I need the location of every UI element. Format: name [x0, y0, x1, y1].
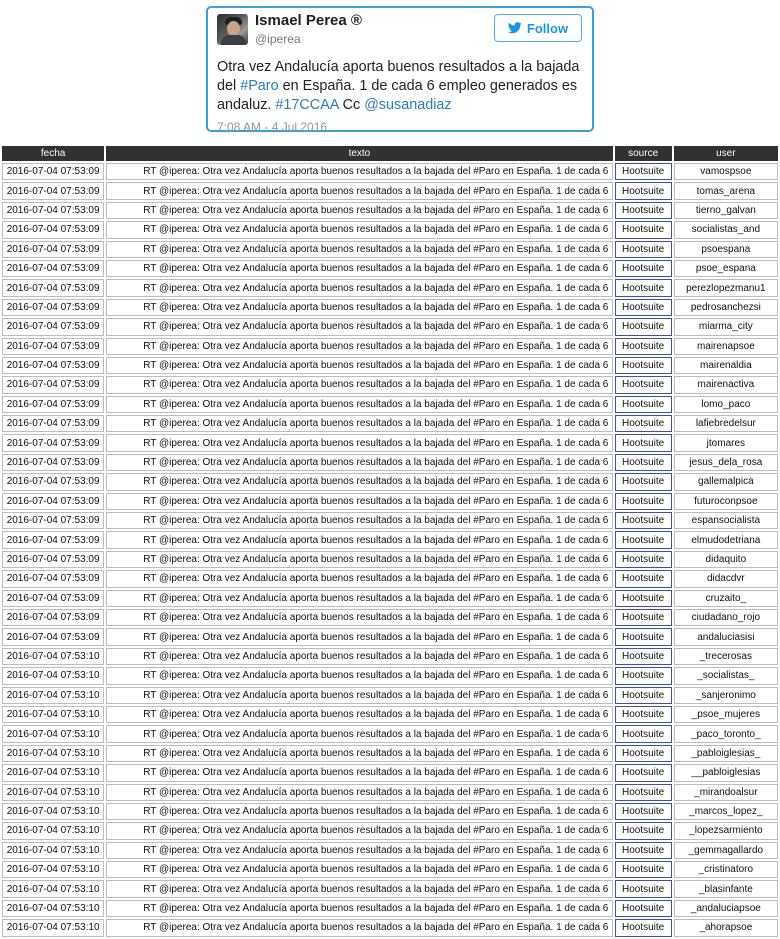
table-row: [2, 299, 778, 316]
cell-fecha: 2016-07-04 07:53:09: [2, 551, 104, 568]
tweet-timestamp[interactable]: 7:08 AM - 4 Jul 2016: [217, 120, 328, 134]
cell-texto: RT @iperea: Otra vez Andalucía aporta buenos resultados a la bajada del #Paro en España. 1 de cada 6: [106, 745, 612, 762]
table-row: [2, 822, 778, 839]
cell-source: Hootsuite: [615, 570, 672, 587]
cell-texto: RT @iperea: Otra vez Andalucía aporta buenos resultados a la bajada del #Paro en España. 1 de cada 6: [106, 551, 612, 568]
table-row: [2, 241, 778, 258]
cell-fecha: 2016-07-04 07:53:09: [2, 609, 104, 626]
table-row: [2, 531, 778, 548]
cell-texto: RT @iperea: Otra vez Andalucía aporta buenos resultados a la bajada del #Paro en España. 1 de cada 6: [106, 570, 612, 587]
cell-texto: RT @iperea: Otra vez Andalucía aporta buenos resultados a la bajada del #Paro en España. 1 de cada 6: [106, 357, 612, 374]
cell-fecha: 2016-07-04 07:53:09: [2, 318, 104, 335]
embedded-tweet-card: [206, 6, 594, 132]
cell-source: Hootsuite: [615, 493, 672, 510]
cell-source: Hootsuite: [615, 745, 672, 762]
table-row: [2, 609, 778, 626]
cell-user: _lopezsarmiento: [674, 822, 778, 839]
cell-user: _mirandoalsur: [674, 784, 778, 801]
follow-button-label: Follow: [526, 20, 569, 36]
cell-texto: RT @iperea: Otra vez Andalucía aporta buenos resultados a la bajada del #Paro en España. 1 de cada 6: [106, 396, 612, 413]
cell-fecha: 2016-07-04 07:53:09: [2, 396, 104, 413]
follow-button[interactable]: [494, 14, 582, 42]
cell-texto: RT @iperea: Otra vez Andalucía aporta buenos resultados a la bajada del #Paro en España. 1 de cada 6: [106, 880, 612, 897]
cell-fecha: 2016-07-04 07:53:09: [2, 570, 104, 587]
table-row: [2, 570, 778, 587]
cell-texto: RT @iperea: Otra vez Andalucía aporta buenos resultados a la bajada del #Paro en España. 1 de cada 6: [106, 900, 612, 917]
cell-texto: RT @iperea: Otra vez Andalucía aporta buenos resultados a la bajada del #Paro en España. 1 de cada 6: [106, 803, 612, 820]
cell-fecha: 2016-07-04 07:53:10: [2, 842, 104, 859]
cell-user: tierno_galvan: [674, 202, 778, 219]
cell-fecha: 2016-07-04 07:53:10: [2, 919, 104, 936]
cell-source: Hootsuite: [615, 396, 672, 413]
cell-fecha: 2016-07-04 07:53:10: [2, 725, 104, 742]
table-row: [2, 628, 778, 645]
cell-fecha: 2016-07-04 07:53:09: [2, 493, 104, 510]
cell-source: Hootsuite: [615, 764, 672, 781]
cell-user: mairenapsoe: [674, 338, 778, 355]
avatar[interactable]: [217, 14, 248, 45]
cell-source: Hootsuite: [615, 434, 672, 451]
cell-texto: RT @iperea: Otra vez Andalucía aporta buenos resultados a la bajada del #Paro en España. 1 de cada 6: [106, 338, 612, 355]
cell-source: Hootsuite: [615, 803, 672, 820]
cell-user: tomas_arena: [674, 182, 778, 199]
cell-source: Hootsuite: [615, 551, 672, 568]
cell-texto: RT @iperea: Otra vez Andalucía aporta buenos resultados a la bajada del #Paro en España. 1 de cada 6: [106, 221, 612, 238]
cell-texto: RT @iperea: Otra vez Andalucía aporta buenos resultados a la bajada del #Paro en España. 1 de cada 6: [106, 182, 612, 199]
table-row: [2, 434, 778, 451]
cell-user: andaluciasisi: [674, 628, 778, 645]
cell-fecha: 2016-07-04 07:53:09: [2, 260, 104, 277]
cell-texto: RT @iperea: Otra vez Andalucía aporta buenos resultados a la bajada del #Paro en España. 1 de cada 6: [106, 318, 612, 335]
cell-fecha: 2016-07-04 07:53:09: [2, 182, 104, 199]
cell-texto: RT @iperea: Otra vez Andalucía aporta buenos resultados a la bajada del #Paro en España. 1 de cada 6: [106, 861, 612, 878]
cell-texto: RT @iperea: Otra vez Andalucía aporta buenos resultados a la bajada del #Paro en España. 1 de cada 6: [106, 822, 612, 839]
cell-texto: RT @iperea: Otra vez Andalucía aporta buenos resultados a la bajada del #Paro en España. 1 de cada 6: [106, 919, 612, 936]
cell-user: mairenaldia: [674, 357, 778, 374]
cell-fecha: 2016-07-04 07:53:10: [2, 745, 104, 762]
cell-source: Hootsuite: [615, 241, 672, 258]
cell-user: _pabloiglesias_: [674, 745, 778, 762]
cell-user: didacdvr: [674, 570, 778, 587]
cell-texto: RT @iperea: Otra vez Andalucía aporta buenos resultados a la bajada del #Paro en España. 1 de cada 6: [106, 241, 612, 258]
cell-source: Hootsuite: [615, 784, 672, 801]
cell-fecha: 2016-07-04 07:53:10: [2, 861, 104, 878]
cell-source: Hootsuite: [615, 687, 672, 704]
cell-user: lomo_paco: [674, 396, 778, 413]
cell-fecha: 2016-07-04 07:53:09: [2, 512, 104, 529]
cell-texto: RT @iperea: Otra vez Andalucía aporta buenos resultados a la bajada del #Paro en España. 1 de cada 6: [106, 628, 612, 645]
cell-fecha: 2016-07-04 07:53:10: [2, 667, 104, 684]
cell-source: Hootsuite: [615, 376, 672, 393]
cell-user: cruzaito_: [674, 590, 778, 607]
cell-source: Hootsuite: [615, 454, 672, 471]
table-row: [2, 163, 778, 180]
cell-user: pedrosanchezsi: [674, 299, 778, 316]
table-row: [2, 512, 778, 529]
tweet-text-part: en España. 1 de cada 6 empleo generados es andaluz.: [217, 78, 578, 113]
cell-fecha: 2016-07-04 07:53:09: [2, 628, 104, 645]
table-row: [2, 376, 778, 393]
cell-texto: RT @iperea: Otra vez Andalucía aporta buenos resultados a la bajada del #Paro en España. 1 de cada 6: [106, 842, 612, 859]
cell-texto: RT @iperea: Otra vez Andalucía aporta buenos resultados a la bajada del #Paro en España. 1 de cada 6: [106, 260, 612, 277]
table-row: [2, 279, 778, 296]
table-header-row: [2, 146, 778, 161]
cell-user: perezlopezmanu1: [674, 279, 778, 296]
cell-source: Hootsuite: [615, 473, 672, 490]
table-row: [2, 803, 778, 820]
mention-link[interactable]: @susanadiaz: [364, 97, 452, 113]
cell-fecha: 2016-07-04 07:53:10: [2, 822, 104, 839]
table-row: [2, 764, 778, 781]
table-row: [2, 667, 778, 684]
cell-user: gallemalpica: [674, 473, 778, 490]
cell-source: Hootsuite: [615, 648, 672, 665]
cell-fecha: 2016-07-04 07:53:09: [2, 454, 104, 471]
cell-source: Hootsuite: [615, 357, 672, 374]
twitter-bird-icon: [508, 22, 522, 34]
cell-source: Hootsuite: [615, 318, 672, 335]
tweet-author-handle[interactable]: @iperea: [255, 32, 301, 46]
cell-fecha: 2016-07-04 07:53:09: [2, 338, 104, 355]
cell-texto: RT @iperea: Otra vez Andalucía aporta buenos resultados a la bajada del #Paro en España. 1 de cada 6: [106, 202, 612, 219]
cell-source: Hootsuite: [615, 415, 672, 432]
table-row: [2, 706, 778, 723]
cell-source: Hootsuite: [615, 182, 672, 199]
table-row: [2, 415, 778, 432]
table-row: [2, 648, 778, 665]
cell-texto: RT @iperea: Otra vez Andalucía aporta buenos resultados a la bajada del #Paro en España. 1 de cada 6: [106, 454, 612, 471]
cell-fecha: 2016-07-04 07:53:10: [2, 706, 104, 723]
cell-user: _paco_toronto_: [674, 725, 778, 742]
cell-user: socialistas_and: [674, 221, 778, 238]
cell-fecha: 2016-07-04 07:53:09: [2, 357, 104, 374]
cell-source: Hootsuite: [615, 667, 672, 684]
cell-fecha: 2016-07-04 07:53:09: [2, 241, 104, 258]
cell-texto: RT @iperea: Otra vez Andalucía aporta buenos resultados a la bajada del #Paro en España. 1 de cada 6: [106, 609, 612, 626]
cell-user: futuroconpsoe: [674, 493, 778, 510]
cell-source: Hootsuite: [615, 531, 672, 548]
cell-fecha: 2016-07-04 07:53:10: [2, 687, 104, 704]
table-row: [2, 745, 778, 762]
table-row: [2, 590, 778, 607]
cell-user: _gemmagallardo: [674, 842, 778, 859]
cell-texto: RT @iperea: Otra vez Andalucía aporta buenos resultados a la bajada del #Paro en España. 1 de cada 6: [106, 415, 612, 432]
cell-source: Hootsuite: [615, 202, 672, 219]
cell-source: Hootsuite: [615, 628, 672, 645]
cell-user: _cristinatoro: [674, 861, 778, 878]
cell-user: mairenactiva: [674, 376, 778, 393]
cell-user: lafiebredelsur: [674, 415, 778, 432]
cell-fecha: 2016-07-04 07:53:09: [2, 590, 104, 607]
table-row: [2, 182, 778, 199]
cell-user: _trecerosas: [674, 648, 778, 665]
cell-texto: RT @iperea: Otra vez Andalucía aporta buenos resultados a la bajada del #Paro en España. 1 de cada 6: [106, 493, 612, 510]
cell-user: ciudadano_rojo: [674, 609, 778, 626]
cell-fecha: 2016-07-04 07:53:09: [2, 415, 104, 432]
table-row: [2, 357, 778, 374]
cell-user: _andaluciapsoe: [674, 900, 778, 917]
cell-source: Hootsuite: [615, 221, 672, 238]
cell-fecha: 2016-07-04 07:53:10: [2, 764, 104, 781]
cell-fecha: 2016-07-04 07:53:09: [2, 531, 104, 548]
cell-fecha: 2016-07-04 07:53:09: [2, 221, 104, 238]
table-row: [2, 454, 778, 471]
cell-fecha: 2016-07-04 07:53:10: [2, 900, 104, 917]
cell-texto: RT @iperea: Otra vez Andalucía aporta buenos resultados a la bajada del #Paro en España. 1 de cada 6: [106, 784, 612, 801]
cell-source: Hootsuite: [615, 706, 672, 723]
cell-user: vamospsoe: [674, 163, 778, 180]
cell-fecha: 2016-07-04 07:53:09: [2, 434, 104, 451]
table-row: [2, 687, 778, 704]
cell-source: Hootsuite: [615, 299, 672, 316]
cell-texto: RT @iperea: Otra vez Andalucía aporta buenos resultados a la bajada del #Paro en España. 1 de cada 6: [106, 376, 612, 393]
retweets-table: [0, 144, 780, 939]
table-row: [2, 861, 778, 878]
cell-fecha: 2016-07-04 07:53:10: [2, 880, 104, 897]
table-row: [2, 842, 778, 859]
cell-user: _psoe_mujeres: [674, 706, 778, 723]
column-header-fecha[interactable]: fecha: [2, 146, 104, 161]
cell-source: Hootsuite: [615, 842, 672, 859]
cell-texto: RT @iperea: Otra vez Andalucía aporta buenos resultados a la bajada del #Paro en España. 1 de cada 6: [106, 725, 612, 742]
cell-user: didaquito: [674, 551, 778, 568]
cell-fecha: 2016-07-04 07:53:10: [2, 784, 104, 801]
cell-texto: RT @iperea: Otra vez Andalucía aporta buenos resultados a la bajada del #Paro en España. 1 de cada 6: [106, 764, 612, 781]
cell-texto: RT @iperea: Otra vez Andalucía aporta buenos resultados a la bajada del #Paro en España. 1 de cada 6: [106, 687, 612, 704]
cell-source: Hootsuite: [615, 725, 672, 742]
cell-fecha: 2016-07-04 07:53:09: [2, 279, 104, 296]
tweet-text-part: Otra vez Andalucía aporta buenos resultados a la bajada del: [217, 59, 580, 94]
cell-texto: RT @iperea: Otra vez Andalucía aporta buenos resultados a la bajada del #Paro en España. 1 de cada 6: [106, 473, 612, 490]
cell-fecha: 2016-07-04 07:53:09: [2, 376, 104, 393]
cell-texto: RT @iperea: Otra vez Andalucía aporta buenos resultados a la bajada del #Paro en España. 1 de cada 6: [106, 434, 612, 451]
cell-texto: RT @iperea: Otra vez Andalucía aporta buenos resultados a la bajada del #Paro en España. 1 de cada 6: [106, 299, 612, 316]
cell-user: psoe_espana: [674, 260, 778, 277]
tweet-text-part: Cc: [338, 97, 365, 113]
table-row: [2, 725, 778, 742]
cell-source: Hootsuite: [615, 861, 672, 878]
cell-fecha: 2016-07-04 07:53:10: [2, 648, 104, 665]
cell-user: _blasinfante: [674, 880, 778, 897]
cell-texto: RT @iperea: Otra vez Andalucía aporta buenos resultados a la bajada del #Paro en España. 1 de cada 6: [106, 667, 612, 684]
cell-user: jesus_dela_rosa: [674, 454, 778, 471]
cell-user: elmudodetriana: [674, 531, 778, 548]
cell-texto: RT @iperea: Otra vez Andalucía aporta buenos resultados a la bajada del #Paro en España. 1 de cada 6: [106, 531, 612, 548]
cell-texto: RT @iperea: Otra vez Andalucía aporta buenos resultados a la bajada del #Paro en España. 1 de cada 6: [106, 590, 612, 607]
tweet-author-name[interactable]: Ismael Perea ®: [255, 12, 362, 29]
table-row: [2, 396, 778, 413]
table-row: [2, 880, 778, 897]
table-row: [2, 900, 778, 917]
table-row: [2, 473, 778, 490]
cell-source: Hootsuite: [615, 609, 672, 626]
cell-source: Hootsuite: [615, 512, 672, 529]
cell-source: Hootsuite: [615, 919, 672, 936]
cell-fecha: 2016-07-04 07:53:10: [2, 803, 104, 820]
cell-texto: RT @iperea: Otra vez Andalucía aporta buenos resultados a la bajada del #Paro en España. 1 de cada 6: [106, 706, 612, 723]
hashtag-link[interactable]: #17CCAA: [275, 97, 339, 113]
cell-texto: RT @iperea: Otra vez Andalucía aporta buenos resultados a la bajada del #Paro en España. 1 de cada 6: [106, 163, 612, 180]
cell-fecha: 2016-07-04 07:53:09: [2, 299, 104, 316]
table-row: [2, 551, 778, 568]
cell-user: espansocialista: [674, 512, 778, 529]
cell-source: Hootsuite: [615, 590, 672, 607]
cell-source: Hootsuite: [615, 900, 672, 917]
column-header-user[interactable]: user: [674, 146, 778, 161]
cell-source: Hootsuite: [615, 279, 672, 296]
table-row: [2, 221, 778, 238]
table-row: [2, 493, 778, 510]
cell-texto: RT @iperea: Otra vez Andalucía aporta buenos resultados a la bajada del #Paro en España. 1 de cada 6: [106, 512, 612, 529]
cell-user: psoespana: [674, 241, 778, 258]
cell-texto: RT @iperea: Otra vez Andalucía aporta buenos resultados a la bajada del #Paro en España. 1 de cada 6: [106, 648, 612, 665]
cell-source: Hootsuite: [615, 260, 672, 277]
cell-user: _sanjeronimo: [674, 687, 778, 704]
cell-fecha: 2016-07-04 07:53:09: [2, 202, 104, 219]
table-row: [2, 202, 778, 219]
cell-user: miarma_city: [674, 318, 778, 335]
cell-source: Hootsuite: [615, 822, 672, 839]
table-row: [2, 260, 778, 277]
cell-fecha: 2016-07-04 07:53:09: [2, 163, 104, 180]
table-row: [2, 318, 778, 335]
cell-user: _ahorapsoe: [674, 919, 778, 936]
table-row: [2, 919, 778, 936]
cell-fecha: 2016-07-04 07:53:09: [2, 473, 104, 490]
cell-user: __pabloiglesias: [674, 764, 778, 781]
cell-user: _marcos_lopez_: [674, 803, 778, 820]
cell-source: Hootsuite: [615, 880, 672, 897]
tweet-text: [217, 58, 587, 115]
hashtag-link[interactable]: #Paro: [240, 78, 279, 94]
table-row: [2, 784, 778, 801]
cell-user: _socialistas_: [674, 667, 778, 684]
cell-source: Hootsuite: [615, 338, 672, 355]
column-header-source[interactable]: source: [615, 146, 672, 161]
column-header-texto[interactable]: texto: [106, 146, 612, 161]
cell-texto: RT @iperea: Otra vez Andalucía aporta buenos resultados a la bajada del #Paro en España. 1 de cada 6: [106, 279, 612, 296]
cell-user: jtomares: [674, 434, 778, 451]
cell-source: Hootsuite: [615, 163, 672, 180]
table-row: [2, 338, 778, 355]
